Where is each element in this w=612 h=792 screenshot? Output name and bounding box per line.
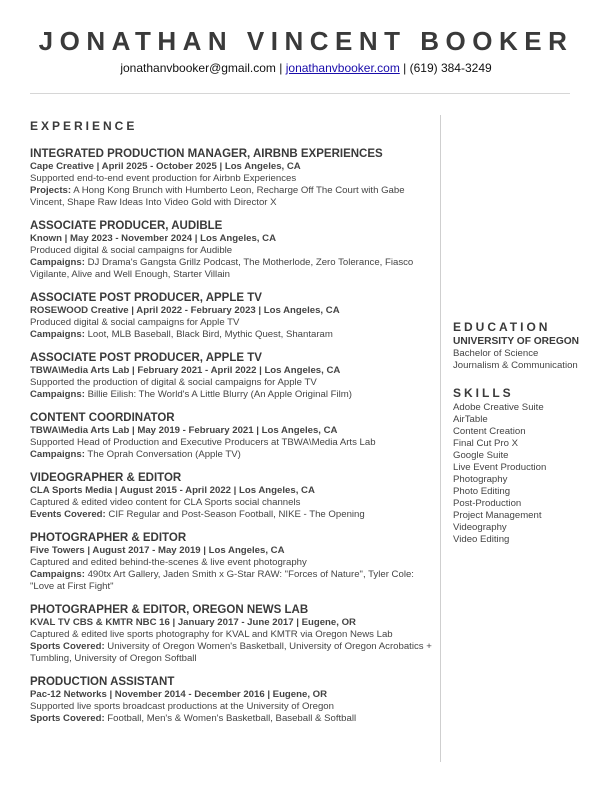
job-title: INTEGRATED PRODUCTION MANAGER, AIRBNB EXPERIENCES [30, 148, 383, 160]
job-description: Supported the production of digital & social campaigns for Apple TV [30, 377, 317, 388]
job-detail [30, 569, 435, 593]
skill-item: AirTable [453, 414, 488, 425]
website-link[interactable]: jonathanvbooker.com [285, 61, 400, 75]
job-description: Supported end-to-end event production for Airbnb Experiences [30, 173, 297, 184]
job-meta: Known | May 2023 - November 2024 | Los Angeles, CA [30, 233, 276, 244]
phone-text: (619) 384-3249 [409, 61, 492, 75]
job-description: Supported live sports broadcast productions at the University of Oregon [30, 701, 334, 712]
school-name: UNIVERSITY OF OREGON [453, 336, 580, 347]
job-detail-label: Campaigns: [30, 569, 85, 580]
job-detail [30, 329, 435, 341]
skill-item: Photo Editing [453, 486, 511, 497]
job-detail-text: 490tx Art Gallery, Jaden Smith x G-Star RAW: "Forces of Nature", Tyler Cole: "Love at First Fight" [30, 569, 414, 592]
job-entry [30, 604, 435, 665]
job-title: PHOTOGRAPHER & EDITOR, OREGON NEWS LAB [30, 604, 309, 616]
job-detail-label: Campaigns: [30, 389, 85, 400]
contact-separator: | [275, 61, 286, 75]
job-meta: KVAL TV CBS & KMTR NBC 16 | January 2017 - June 2017 | Eugene, OR [30, 617, 356, 628]
contact-line [0, 61, 612, 75]
job-detail [30, 641, 435, 665]
job-detail-text: The Oprah Conversation (Apple TV) [84, 449, 241, 460]
job-detail-text: DJ Drama's Gangsta Grillz Podcast, The Motherlode, Zero Tolerance, Fiasco Vigilante, Alive and Well Enough, Starter Villain [30, 257, 414, 280]
skill-item: Photography [453, 474, 508, 485]
job-detail-text: University of Oregon Women's Basketball, University of Oregon Acrobatics + Tumbling, University of Oregon Softball [30, 641, 432, 664]
sidebar [453, 320, 603, 546]
skill-list [453, 402, 603, 546]
job-detail-label: Campaigns: [30, 257, 85, 268]
job-title: ASSOCIATE POST PRODUCER, APPLE TV [30, 352, 262, 364]
field-text: Journalism & Communication [453, 360, 578, 371]
job-detail [30, 257, 435, 281]
skill-item: Adobe Creative Suite [453, 402, 544, 413]
job-detail-label: Campaigns: [30, 449, 85, 460]
column-divider [440, 115, 441, 762]
job-description: Supported Head of Production and Executive Producers at TBWA\Media Arts Lab [30, 437, 376, 448]
skills-heading: SKILLS [453, 386, 514, 400]
job-meta: Five Towers | August 2017 - May 2019 | Los Angeles, CA [30, 545, 285, 556]
job-entry [30, 412, 435, 461]
skill-item: Content Creation [453, 426, 526, 437]
job-detail-label: Campaigns: [30, 329, 85, 340]
job-meta: CLA Sports Media | August 2015 - April 2022 | Los Angeles, CA [30, 485, 315, 496]
job-detail-text: Football, Men's & Women's Basketball, Baseball & Softball [104, 713, 357, 724]
job-title: CONTENT COORDINATOR [30, 412, 175, 424]
degree-text: Bachelor of Science [453, 348, 539, 359]
job-meta: ROSEWOOD Creative | April 2022 - February 2023 | Los Angeles, CA [30, 305, 340, 316]
job-detail [30, 185, 435, 209]
job-entry [30, 148, 435, 209]
job-detail-text: CIF Regular and Post-Season Football, NIKE - The Opening [105, 509, 365, 520]
job-detail-label: Sports Covered: [30, 713, 105, 724]
job-description: Produced digital & social campaigns for Audible [30, 245, 233, 256]
skill-item: Google Suite [453, 450, 509, 461]
job-title: VIDEOGRAPHER & EDITOR [30, 472, 182, 484]
job-title: ASSOCIATE POST PRODUCER, APPLE TV [30, 292, 262, 304]
job-entry [30, 220, 435, 281]
skill-item: Project Management [453, 510, 542, 521]
job-list [30, 148, 435, 725]
skill-item: Post-Production [453, 498, 522, 509]
job-detail-label: Projects: [30, 185, 72, 196]
job-entry [30, 532, 435, 593]
job-entry [30, 472, 435, 521]
job-meta: Cape Creative | April 2025 - October 2025 | Los Angeles, CA [30, 161, 301, 172]
job-meta: TBWA\Media Arts Lab | February 2021 - April 2022 | Los Angeles, CA [30, 365, 341, 376]
job-description: Produced digital & social campaigns for Apple TV [30, 317, 240, 328]
header-divider [30, 93, 570, 94]
job-detail-text: Loot, MLB Baseball, Black Bird, Mythic Quest, Shantaram [84, 329, 333, 340]
experience-heading: EXPERIENCE [30, 119, 138, 133]
job-entry [30, 352, 435, 401]
job-title: PRODUCTION ASSISTANT [30, 676, 175, 688]
job-detail-text: A Hong Kong Brunch with Humberto Leon, Recharge Off The Court with Gabe Vincent, Shape Raw Ideas Into Video Gold with Director X [30, 185, 405, 208]
job-detail [30, 713, 435, 725]
job-detail-label: Events Covered: [30, 509, 106, 520]
education-heading: EDUCATION [453, 320, 551, 334]
job-detail-text: Billie Eilish: The World's A Little Blurry (An Apple Original Film) [84, 389, 352, 400]
job-meta: TBWA\Media Arts Lab | May 2019 - February 2021 | Los Angeles, CA [30, 425, 338, 436]
job-description: Captured and edited behind-the-scenes & live event photography [30, 557, 307, 568]
job-detail [30, 389, 435, 401]
job-title: PHOTOGRAPHER & EDITOR [30, 532, 187, 544]
experience-section [30, 119, 435, 736]
job-detail-label: Sports Covered: [30, 641, 105, 652]
job-meta: Pac-12 Networks | November 2014 - December 2016 | Eugene, OR [30, 689, 328, 700]
email-text: jonathanvbooker@gmail.com [120, 61, 276, 75]
job-title: ASSOCIATE PRODUCER, AUDIBLE [30, 220, 223, 232]
job-entry [30, 676, 435, 725]
job-detail [30, 449, 435, 461]
skill-item: Video Editing [453, 534, 510, 545]
contact-separator: | [399, 61, 410, 75]
job-entry [30, 292, 435, 341]
skill-item: Videography [453, 522, 507, 533]
skill-item: Live Event Production [453, 462, 547, 473]
resume-name: JONATHAN VINCENT BOOKER [38, 26, 574, 56]
skill-item: Final Cut Pro X [453, 438, 519, 449]
job-description: Captured & edited live sports photography for KVAL and KMTR via Oregon News Lab [30, 629, 393, 640]
job-description: Captured & edited video content for CLA Sports social channels [30, 497, 301, 508]
job-detail [30, 509, 435, 521]
